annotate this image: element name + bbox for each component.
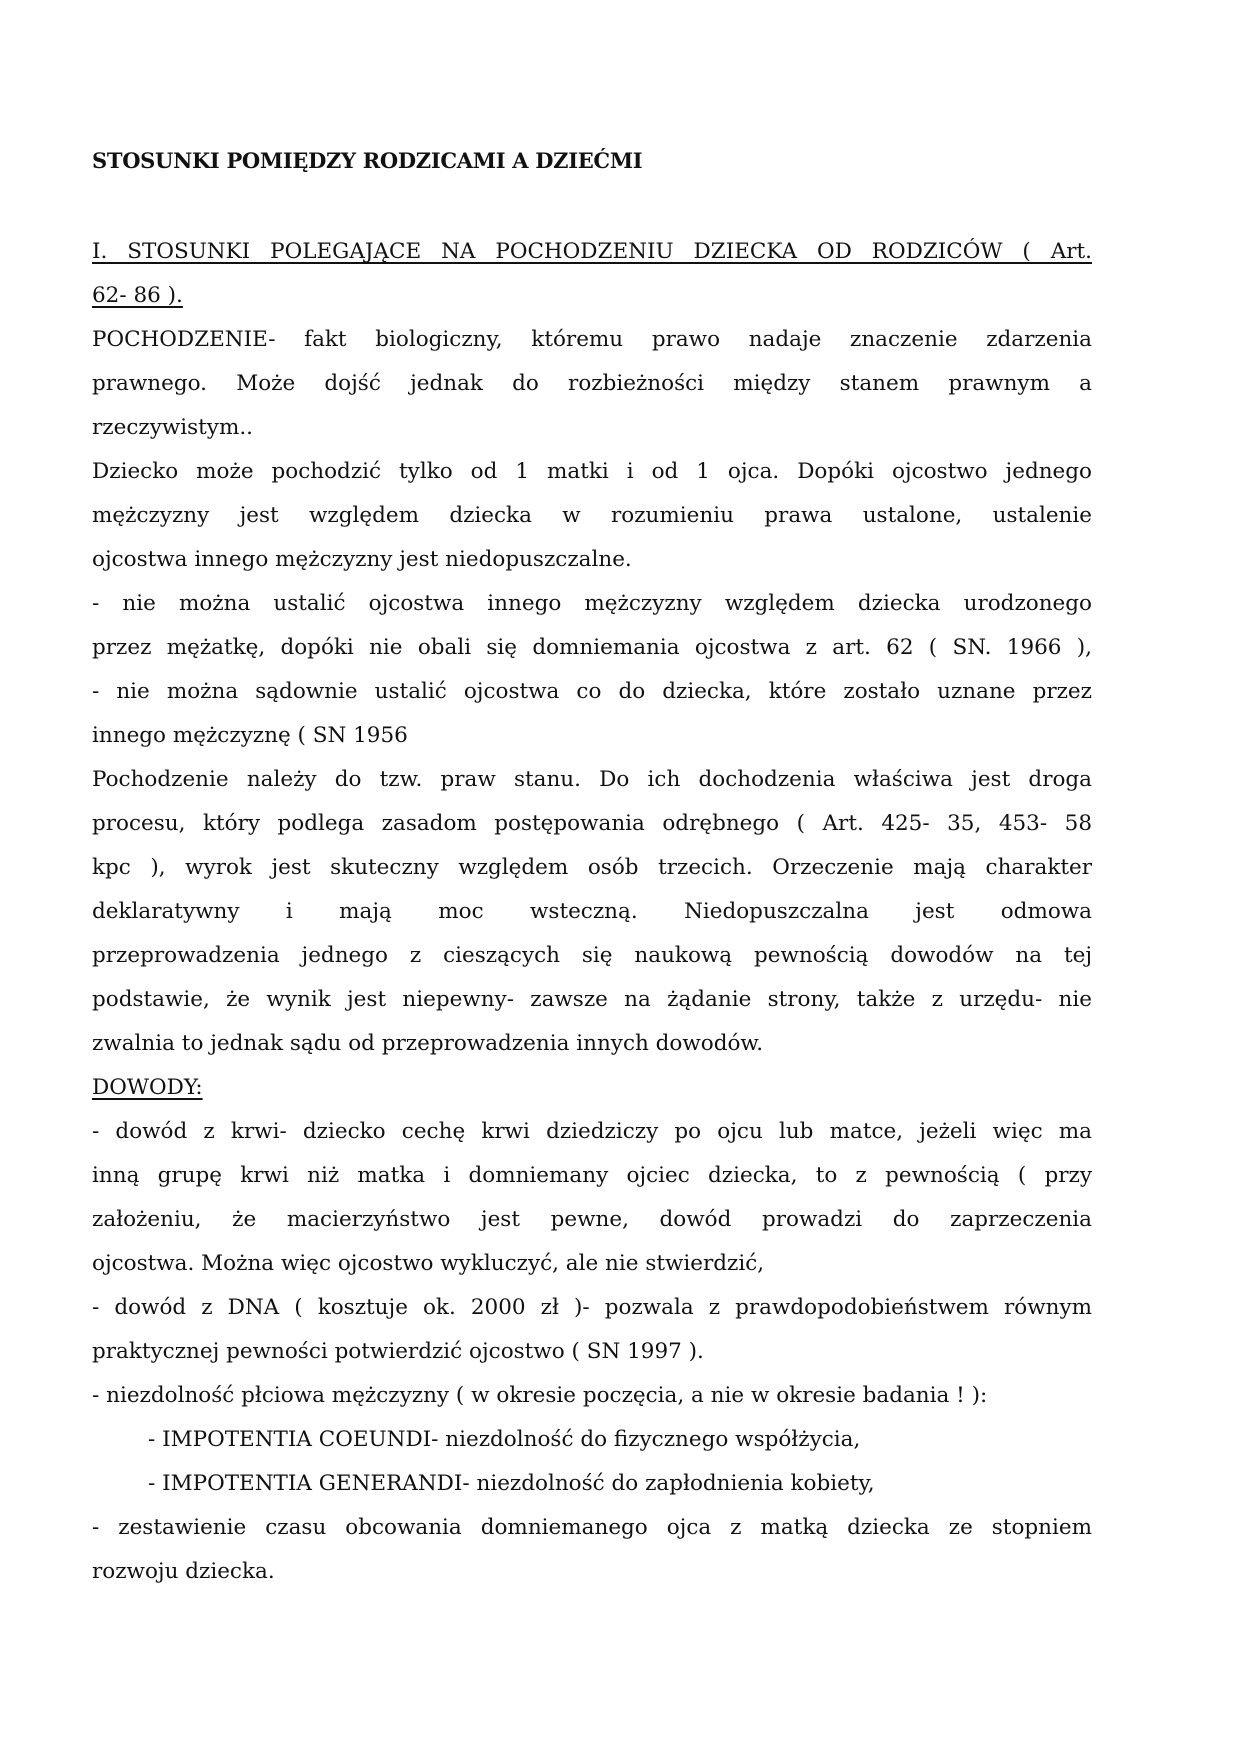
text-line: POCHODZENIE- fakt biologiczny, któremu prawo nadaje znaczenie zdarzenia bbox=[92, 327, 1092, 352]
section-heading-line: DOWODY: bbox=[92, 1075, 203, 1100]
document-body bbox=[92, 230, 1092, 1594]
text-line: Dziecko może pochodzić tylko od 1 matki i od 1 ojca. Dopóki ojcostwo jednego bbox=[92, 459, 1092, 484]
text-line: Pochodzenie należy do tzw. praw stanu. Do ich dochodzenia właściwa jest droga bbox=[92, 767, 1092, 792]
document-title: STOSUNKI POMIĘDZY RODZICAMI A DZIEĆMI bbox=[92, 148, 643, 173]
text-line: mężczyzny jest względem dziecka w rozumieniu prawa ustalone, ustalenie bbox=[92, 503, 1092, 528]
text-line: prawnego. Może dojść jednak do rozbieżności między stanem prawnym a bbox=[92, 371, 1092, 396]
text-line: - zestawienie czasu obcowania domniemanego ojca z matką dziecka ze stopniem bbox=[92, 1515, 1092, 1540]
text-line: przeprowadzenia jednego z cieszących się naukową pewnością dowodów na tej bbox=[92, 943, 1092, 968]
section-heading-line: I. STOSUNKI POLEGAJĄCE NA POCHODZENIU DZIECKA OD RODZICÓW ( Art. bbox=[92, 239, 1092, 264]
text-line: - IMPOTENTIA COEUNDI- niezdolność do fizycznego współżycia, bbox=[148, 1427, 861, 1452]
text-line: - dowód z krwi- dziecko cechę krwi dziedziczy po ojcu lub matce, jeżeli więc ma bbox=[92, 1119, 1092, 1144]
text-line: procesu, który podlega zasadom postępowania odrębnego ( Art. 425- 35, 453- 58 bbox=[92, 811, 1092, 836]
text-line: podstawie, że wynik jest niepewny- zawsze na żądanie strony, także z urzędu- nie bbox=[92, 987, 1092, 1012]
text-line: - niezdolność płciowa mężczyzny ( w okresie poczęcia, a nie w okresie badania ! ): bbox=[92, 1383, 988, 1408]
text-line: rzeczywistym.. bbox=[92, 415, 253, 440]
text-line: - nie można sądownie ustalić ojcostwa co do dziecka, które zostało uznane przez bbox=[92, 679, 1092, 704]
text-line: - nie można ustalić ojcostwa innego mężczyzny względem dziecka urodzonego bbox=[92, 591, 1092, 616]
text-line: praktycznej pewności potwierdzić ojcostwo ( SN 1997 ). bbox=[92, 1339, 704, 1364]
text-line: założeniu, że macierzyństwo jest pewne, dowód prowadzi do zaprzeczenia bbox=[92, 1207, 1092, 1232]
text-line: ojcostwa innego mężczyzny jest niedopuszczalne. bbox=[92, 547, 632, 572]
text-line: przez mężatkę, dopóki nie obali się domniemania ojcostwa z art. 62 ( SN. 1966 ), bbox=[92, 635, 1092, 660]
text-line: - dowód z DNA ( kosztuje ok. 2000 zł )- pozwala z prawdopodobieństwem równym bbox=[92, 1295, 1092, 1320]
text-line: zwalnia to jednak sądu od przeprowadzenia innych dowodów. bbox=[92, 1031, 764, 1056]
text-line: - IMPOTENTIA GENERANDI- niezdolność do zapłodnienia kobiety, bbox=[148, 1471, 875, 1496]
text-line: kpc ), wyrok jest skuteczny względem osób trzecich. Orzeczenie mają charakter bbox=[92, 855, 1092, 880]
text-line: rozwoju dziecka. bbox=[92, 1559, 275, 1584]
section-heading-line: 62- 86 ). bbox=[92, 283, 183, 308]
text-line: inną grupę krwi niż matka i domniemany ojciec dziecka, to z pewnością ( przy bbox=[92, 1163, 1092, 1188]
text-line: deklaratywny i mają moc wsteczną. Niedopuszczalna jest odmowa bbox=[92, 899, 1092, 924]
text-line: ojcostwa. Można więc ojcostwo wykluczyć, ale nie stwierdzić, bbox=[92, 1251, 765, 1276]
text-line: innego mężczyznę ( SN 1956 bbox=[92, 723, 408, 748]
